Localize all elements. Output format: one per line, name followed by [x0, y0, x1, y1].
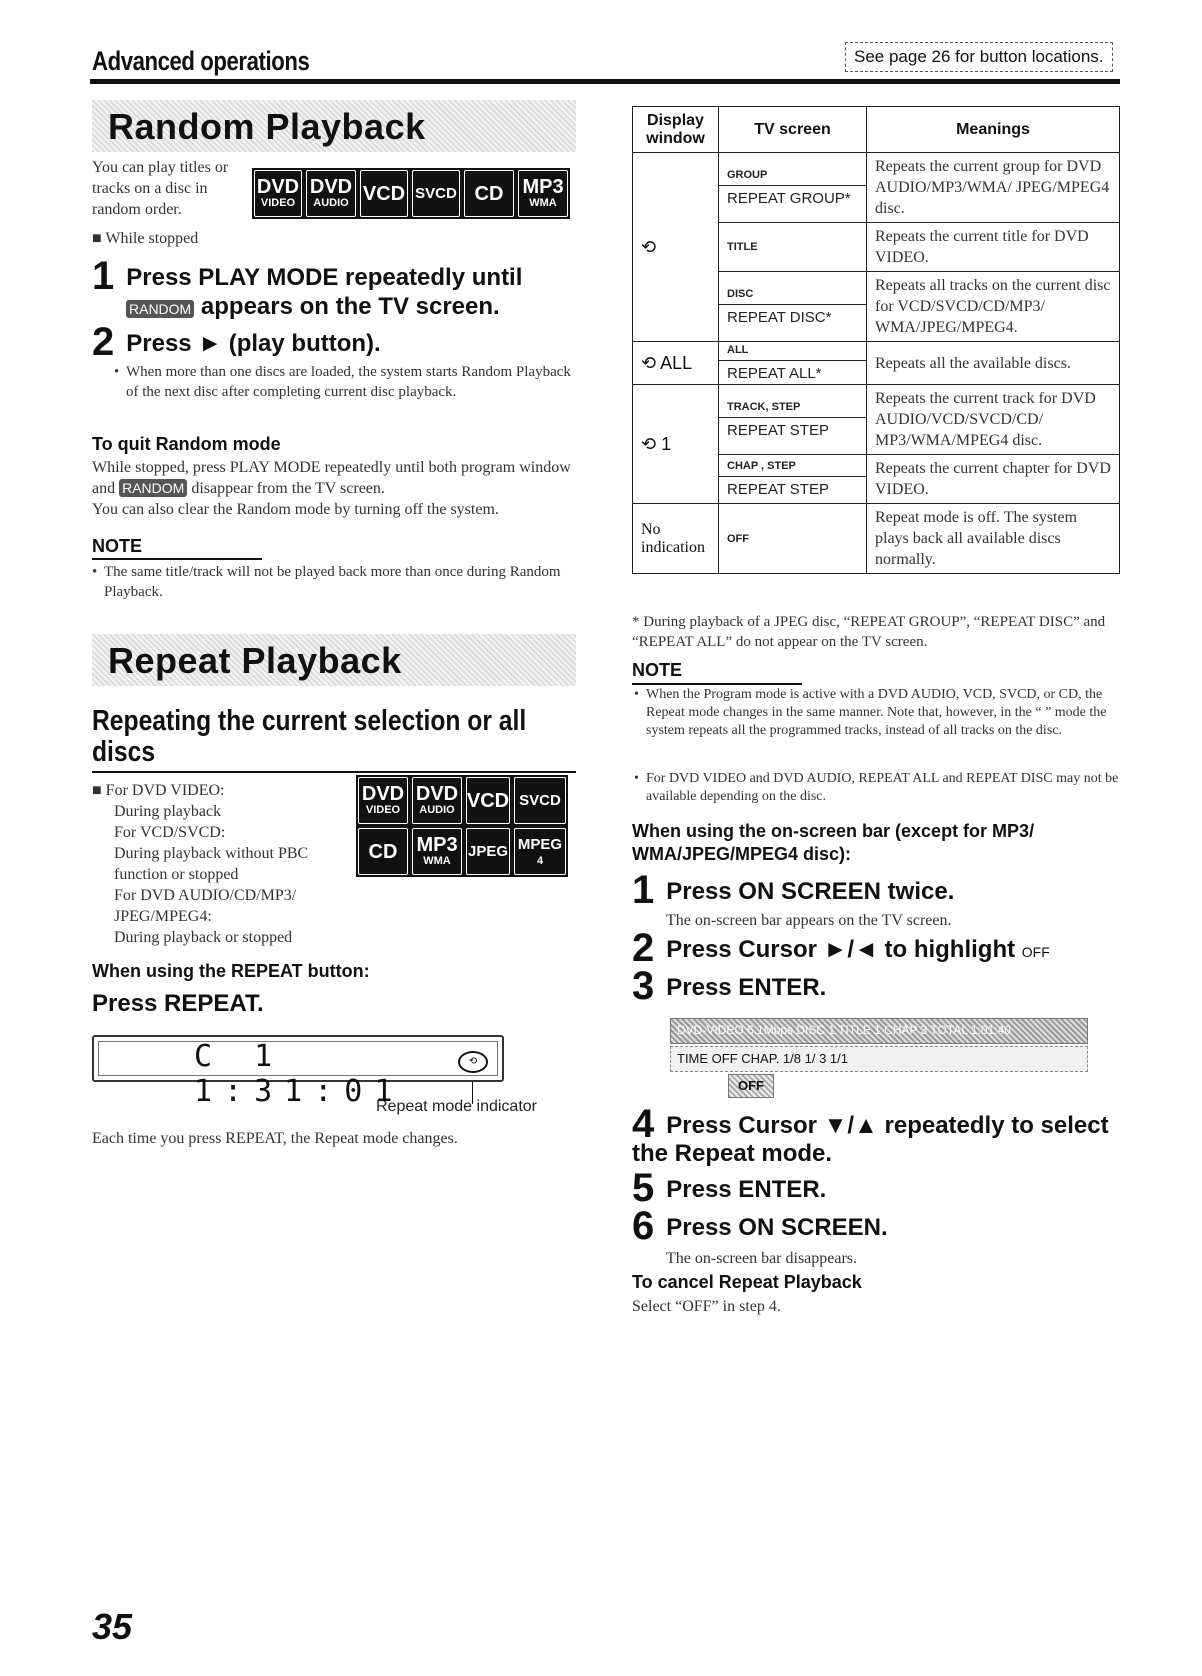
repeat-playback-banner	[92, 634, 576, 686]
lcd-readout: C 1 1:31:01	[194, 1039, 405, 1109]
quit-text-1: While stopped, press PLAY MODE repeatedly until both program window and	[92, 459, 571, 497]
badge-label: JPEG	[467, 842, 509, 860]
note-text: When the Program mode is active with a DVD AUDIO, VCD, SVCD, or CD, the Repeat mode changes in the same manner. Note that, however, in the “ ” mode the system repeats all the programmed tracks, instead of all tracks on the disc.	[646, 687, 1107, 738]
onscreen-step-1-sub: The on-screen bar appears on the TV screen.	[666, 912, 952, 929]
tv-osd-label: DISC	[727, 287, 754, 300]
repeat-conditions	[92, 780, 352, 948]
note-text: The same title/track will not be played back more than once during Random Playback.	[104, 564, 561, 600]
tv-cell	[719, 342, 867, 385]
onscreen-subhead: When using the on-screen bar (except for MP3/ WMA/JPEG/MPEG4 disc):	[632, 821, 1035, 864]
tv-osd-label: TRACK, STEP	[727, 400, 801, 413]
step-text: Press ON SCREEN.	[666, 1214, 888, 1241]
random-playback-banner	[92, 100, 576, 152]
tv-cell	[719, 153, 867, 223]
osd-control-row: TIME OFF CHAP. 1/8 1/ 3 1/1	[670, 1046, 1088, 1072]
random-step-2	[92, 320, 592, 364]
onscreen-step-2	[632, 926, 1050, 970]
note-rule	[632, 683, 802, 685]
display-value: ALL	[660, 352, 693, 373]
disc-badge	[462, 168, 516, 219]
table-row	[633, 385, 1120, 455]
random-intro: You can play titles or tracks on a disc in random order.	[92, 159, 229, 218]
meaning-cell: Repeats the current chapter for DVD VIDEO.	[867, 455, 1120, 504]
bullet-text: When more than one discs are loaded, the system starts Random Playback of the next disc after completing current disc playback.	[126, 364, 571, 400]
badge-label: MPEG	[517, 836, 563, 853]
display-cell: No indication	[633, 504, 719, 574]
cancel-repeat-text: Select “OFF” in step 4.	[632, 1298, 781, 1315]
badge-sublabel: VIDEO	[260, 197, 296, 209]
badge-sublabel: VIDEO	[365, 804, 401, 816]
disc-badge	[358, 168, 410, 219]
meaning-cell: Repeats all the available discs.	[867, 342, 1120, 385]
tv-osd-label: ALL	[727, 344, 749, 356]
tv-cell	[719, 223, 867, 272]
disc-badge	[512, 775, 568, 826]
repeat-note-bullet-1: • When the Program mode is active with a DVD AUDIO, VCD, SVCD, or CD, the Repeat mode changes in the same manner. Note that, however, in the “ ” mode the system repeats all the programmed tracks, instead of all tracks on the disc.	[634, 687, 1107, 738]
step-text: Press ENTER.	[666, 974, 827, 1001]
repeat-note-title: NOTE	[632, 660, 683, 680]
step-text: Press ENTER.	[666, 1176, 827, 1203]
onscreen-step-6	[632, 1204, 888, 1248]
on-screen-bar-illustration	[670, 1018, 1088, 1110]
badge-label: SVCD	[415, 184, 457, 202]
cond-vcd: For VCD/SVCD:	[114, 824, 226, 841]
random-note-title: NOTE	[92, 536, 143, 556]
onscreen-step-5	[632, 1166, 827, 1210]
badge-label: MP3	[416, 834, 458, 856]
osd-status-row: DVD-VIDEO 6.1Mbps DISC 1 TITLE 1 CHAP 3 TOTAL 1:01:40	[670, 1018, 1088, 1044]
tv-osd-label: GROUP	[727, 168, 768, 181]
cond-without-pbc: During playback without PBC function or stopped	[114, 845, 309, 883]
disc-badge	[252, 168, 304, 219]
tv-osd-label: CHAP , STEP	[727, 460, 796, 472]
step-text: Press Cursor ▼/▲ repeatedly to select the Repeat mode.	[632, 1112, 1109, 1167]
disc-badge	[516, 168, 570, 219]
quit-random-title: To quit Random mode	[92, 434, 281, 454]
tv-cell	[719, 385, 867, 455]
disc-badge	[410, 775, 464, 826]
onscreen-step-6-sub: The on-screen bar disappears.	[666, 1250, 858, 1267]
button-location-note: See page 26 for button locations.	[845, 42, 1113, 72]
badge-label: MP3	[522, 176, 564, 198]
table-row	[633, 342, 1120, 385]
tv-label: REPEAT STEP	[719, 476, 866, 498]
quit-random-text	[92, 457, 582, 520]
col-meanings: Meanings	[867, 107, 1120, 153]
badge-label: DVD	[256, 176, 300, 198]
meaning-cell: Repeats the current track for DVD AUDIO/VCD/SVCD/CD/ MP3/WMA/MPEG4 disc.	[867, 385, 1120, 455]
badge-label: VCD	[466, 789, 510, 812]
cond-dvd-audio: For DVD AUDIO/CD/MP3/ JPEG/MPEG4:	[114, 887, 297, 925]
repeat-playback-heading: Repeat Playback	[108, 640, 402, 681]
step-number: 4	[632, 1102, 655, 1146]
badge-label: DVD	[415, 783, 459, 805]
page-section-title: Advanced operations	[92, 46, 310, 76]
lcd-caption: Repeat mode indicator	[376, 1098, 537, 1115]
table-header-row	[633, 107, 1120, 153]
step-number: 2	[632, 926, 655, 970]
step-text: Press Cursor ►/◄ to highlight	[666, 936, 1016, 963]
table-row	[633, 153, 1120, 223]
disc-badge	[410, 168, 462, 219]
display-cell: ⟲ 1	[633, 385, 719, 504]
random-step-1-cont	[126, 293, 596, 321]
step-number: 5	[632, 1166, 655, 1210]
repeat-note-bullet-2: • For DVD VIDEO and DVD AUDIO, REPEAT ALL and REPEAT DISC may not be available depending on the disc.	[634, 771, 1119, 804]
badge-label: DVD	[361, 783, 405, 805]
osd-off-popup: OFF	[728, 1074, 774, 1098]
step-number: 6	[632, 1204, 655, 1248]
badge-label: CD	[368, 840, 398, 863]
step-number: 2	[92, 320, 115, 364]
random-condition: ■ While stopped	[92, 230, 199, 247]
display-value: 1	[661, 433, 672, 454]
random-playback-heading: Random Playback	[108, 106, 426, 147]
step-text: appears on the TV screen.	[200, 293, 500, 320]
press-repeat: Press REPEAT.	[92, 990, 264, 1017]
meaning-cell: Repeat mode is off. The system plays back all available discs normally.	[867, 504, 1120, 574]
badge-label: VCD	[362, 182, 406, 205]
disc-badge	[356, 775, 410, 826]
table-row	[633, 504, 1120, 574]
tv-cell	[719, 455, 867, 504]
repeat-section-heading: Repeating the current selection or all discs	[92, 705, 527, 768]
display-repeat-icon: ⟲	[633, 153, 719, 342]
repeat-each-time: Each time you press REPEAT, the Repeat mode changes.	[92, 1130, 458, 1147]
repeat-mode-icon: ⟲	[458, 1051, 488, 1073]
note-rule	[92, 558, 262, 560]
repeat-mode-table	[632, 106, 1120, 574]
col-display-window: Display window	[633, 107, 719, 153]
step-text: Press ON SCREEN twice.	[666, 878, 955, 905]
random-note: • The same title/track will not be played back more than once during Random Playback.	[92, 564, 561, 600]
tv-osd-label: TITLE	[727, 241, 758, 253]
step-number: 3	[632, 964, 655, 1008]
tv-osd-label: OFF	[727, 532, 749, 545]
random-indicator-icon: RANDOM	[126, 300, 194, 318]
table-footnote: * During playback of a JPEG disc, “REPEAT GROUP”, “REPEAT DISC” and “REPEAT ALL” do not appear on the TV screen.	[632, 614, 1106, 650]
disc-badge	[304, 168, 358, 219]
badge-label: DVD	[309, 176, 353, 198]
display-cell: ⟲ ALL	[633, 342, 719, 385]
random-step-1	[92, 254, 592, 298]
disc-badge	[464, 775, 512, 826]
cond-during-playback: During playback	[114, 803, 222, 820]
badge-sublabel: WMA	[529, 197, 557, 209]
section-rule	[92, 771, 576, 773]
tv-label: REPEAT STEP	[719, 417, 866, 439]
header-rule	[90, 79, 1120, 84]
disc-badge	[464, 826, 512, 877]
badge-label: CD	[474, 182, 504, 205]
off-indicator: OFF	[1021, 944, 1050, 960]
disc-badge	[512, 826, 568, 877]
step-number: 1	[92, 254, 115, 298]
repeat-button-subhead: When using the REPEAT button:	[92, 961, 370, 981]
cancel-repeat-title: To cancel Repeat Playback	[632, 1272, 862, 1292]
onscreen-step-1	[632, 868, 955, 912]
badge-sublabel: 4	[536, 855, 544, 867]
tv-cell	[719, 504, 867, 574]
disc-badge	[410, 826, 464, 877]
onscreen-step-4	[632, 1102, 1122, 1168]
onscreen-step-3	[632, 964, 827, 1008]
page-number: 35	[92, 1606, 133, 1647]
note-text: For DVD VIDEO and DVD AUDIO, REPEAT ALL and REPEAT DISC may not be available depending on the disc.	[646, 771, 1119, 804]
meaning-cell: Repeats all tracks on the current disc for VCD/SVCD/CD/MP3/ WMA/JPEG/MPEG4.	[867, 272, 1120, 342]
badge-label: SVCD	[519, 791, 561, 809]
quit-text-3: You can also clear the Random mode by turning off the system.	[92, 501, 499, 518]
tv-label: REPEAT GROUP*	[719, 185, 866, 207]
badge-sublabel: AUDIO	[313, 197, 349, 209]
tv-label: REPEAT DISC*	[719, 304, 866, 326]
random-indicator-icon: RANDOM	[119, 479, 187, 497]
disc-badge	[356, 826, 410, 877]
cond-dvd-video: ■ For DVD VIDEO:	[92, 782, 225, 799]
step-text: Press PLAY MODE repeatedly until	[126, 264, 523, 291]
badge-sublabel: WMA	[423, 855, 451, 867]
badge-sublabel: AUDIO	[419, 804, 455, 816]
meaning-cell: Repeats the current title for DVD VIDEO.	[867, 223, 1120, 272]
cond-playback-or-stopped: During playback or stopped	[114, 929, 293, 946]
step-text: Press ► (play button).	[126, 330, 381, 357]
tv-label: REPEAT ALL*	[719, 360, 866, 382]
quit-text-2: disappear from the TV screen.	[191, 480, 385, 497]
random-step-2-bullet: • When more than one discs are loaded, the system starts Random Playback of the next disc after completing current disc playback.	[114, 364, 571, 400]
col-tv-screen: TV screen	[719, 107, 867, 153]
tv-cell	[719, 272, 867, 342]
step-number: 1	[632, 868, 655, 912]
meaning-cell: Repeats the current group for DVD AUDIO/MP3/WMA/ JPEG/MPEG4 disc.	[867, 153, 1120, 223]
